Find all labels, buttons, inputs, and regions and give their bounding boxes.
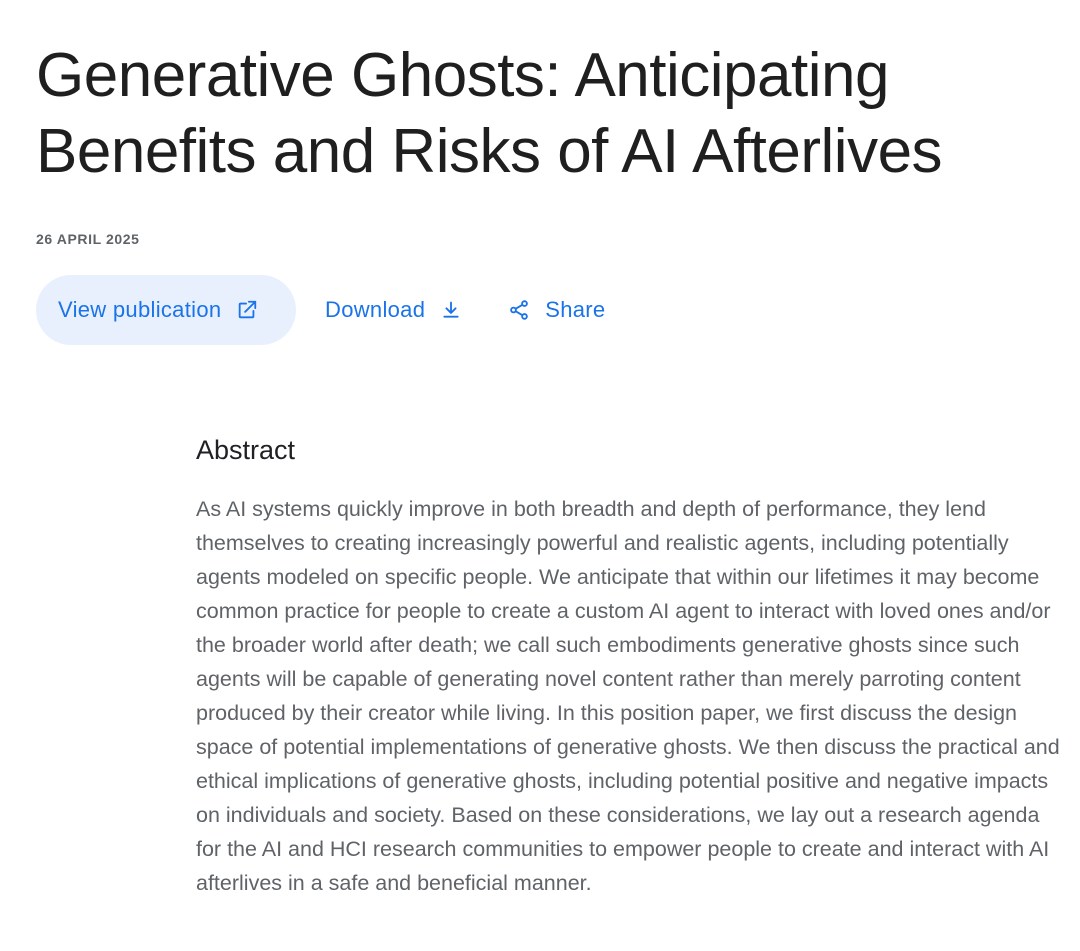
download-icon (439, 298, 463, 322)
abstract-text: As AI systems quickly improve in both breadth and depth of performance, they lend themselves to creating increasingly powerful and realistic agents, including potentially agents modeled on specific people. We anticipate that within our lifetimes it may become common practice for people to create a custom AI agent to interact with loved ones and/or the broader world after death; we call such embodiments generative ghosts since such agents will be capable of generating novel content rather than merely parroting content produced by their creator while living. In this position paper, we first discuss the design space of potential implementations of generative ghosts. We then discuss the practical and ethical implications of generative ghosts, including potential positive and negative impacts on individuals and society. Based on these considerations, we lay out a research agenda for the AI and HCI research communities to empower people to create and interact with AI afterlives in a safe and beneficial manner. (196, 497, 1060, 895)
share-icon (507, 298, 531, 322)
share-label: Share (545, 297, 606, 322)
action-bar (36, 275, 605, 345)
publication-date: 26 APRIL 2025 (36, 231, 140, 247)
view-publication-label: View publication (58, 297, 222, 322)
share-button[interactable] (507, 275, 605, 345)
abstract-heading: Abstract (196, 435, 296, 465)
view-publication-button[interactable] (36, 275, 296, 345)
external-link-icon (235, 298, 259, 322)
download-button[interactable] (325, 275, 463, 345)
page-title: Generative Ghosts: Anticipating Benefits and Risks of AI Afterlives (36, 41, 943, 186)
download-label: Download (325, 297, 426, 322)
